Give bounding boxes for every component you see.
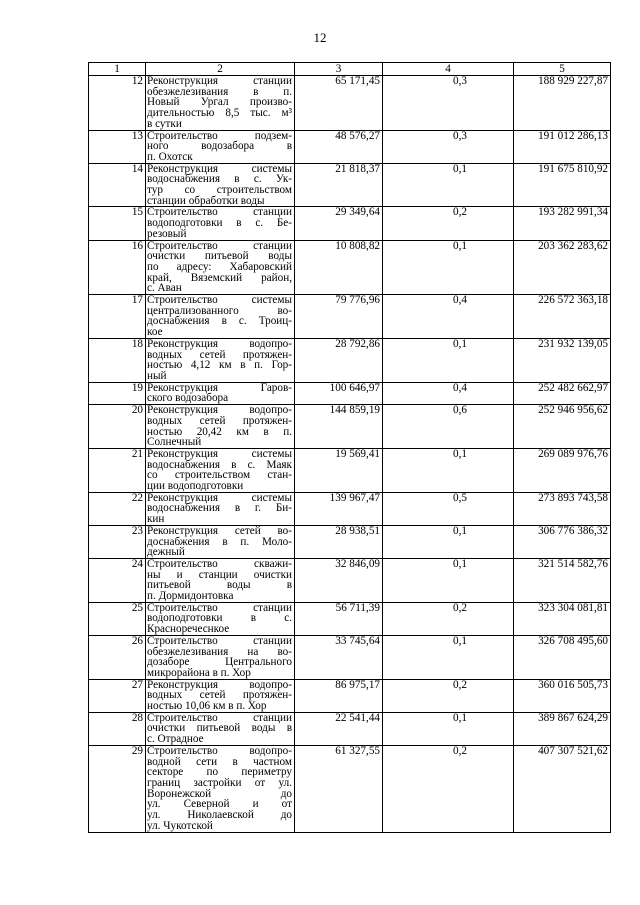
project-name bbox=[146, 525, 295, 558]
project-name bbox=[146, 130, 295, 163]
project-name-line: в сутки bbox=[147, 117, 182, 130]
table-row bbox=[89, 712, 611, 745]
row-number: 19 bbox=[89, 382, 146, 404]
project-name bbox=[146, 679, 295, 712]
project-name-line: Строительство станции bbox=[147, 634, 292, 647]
project-name-line: ностью 20,42 км в п. bbox=[147, 425, 292, 438]
project-value: 28 792,86 bbox=[295, 338, 383, 382]
project-name-line: Строительство подзем- bbox=[147, 129, 292, 142]
project-name-line: Реконструкция водопро- bbox=[147, 404, 292, 417]
project-name-line: очистки питьевой воды bbox=[147, 250, 292, 263]
project-name bbox=[146, 382, 295, 404]
project-name-line: по адресу: Хабаровский bbox=[147, 260, 292, 273]
project-value: 86 975,17 bbox=[295, 679, 383, 712]
project-value: 32 846,09 bbox=[295, 558, 383, 602]
project-name-line: Реконструкция Гаров- bbox=[147, 381, 292, 394]
project-name bbox=[146, 712, 295, 745]
project-name-line: Строительство станции bbox=[147, 206, 292, 219]
table-row bbox=[89, 635, 611, 679]
project-name-line: водоподготовки в с. Бе- bbox=[147, 217, 292, 230]
table-row bbox=[89, 558, 611, 602]
project-name-line: ного водозабора в bbox=[147, 140, 292, 153]
row-number: 21 bbox=[89, 448, 146, 492]
cumulative-total: 231 932 139,05 bbox=[514, 338, 611, 382]
project-name bbox=[146, 405, 295, 449]
project-name-line: доснабжения в с. Троиц- bbox=[147, 315, 292, 328]
cumulative-total: 360 016 505,73 bbox=[514, 679, 611, 712]
cumulative-total: 226 572 363,18 bbox=[514, 295, 611, 339]
project-value: 144 859,19 bbox=[295, 405, 383, 449]
project-value: 56 711,39 bbox=[295, 602, 383, 635]
page-number: 12 bbox=[313, 30, 327, 45]
project-name-line: Реконструкция водопро- bbox=[147, 337, 292, 350]
project-value: 48 576,27 bbox=[295, 130, 383, 163]
column-header: 2 bbox=[146, 63, 295, 76]
project-value: 21 818,37 bbox=[295, 163, 383, 207]
table-row bbox=[89, 382, 611, 404]
cumulative-total: 252 482 662,97 bbox=[514, 382, 611, 404]
row-number: 29 bbox=[89, 745, 146, 832]
project-name-line: п. Охотск bbox=[147, 150, 193, 163]
row-number: 15 bbox=[89, 207, 146, 240]
project-name-line: ул. Чукотской bbox=[147, 819, 213, 832]
cumulative-total: 323 304 081,81 bbox=[514, 602, 611, 635]
project-name-line: ный bbox=[147, 369, 167, 382]
project-name-line: с. Аван bbox=[147, 282, 182, 295]
project-coefficient: 0,2 bbox=[383, 679, 514, 712]
cumulative-total: 273 893 743,58 bbox=[514, 492, 611, 525]
project-coefficient: 0,2 bbox=[383, 602, 514, 635]
projects-table bbox=[88, 62, 611, 833]
project-name-line: границ застройки от ул. bbox=[147, 777, 292, 789]
table-row bbox=[89, 602, 611, 635]
project-name-line: ностью 10,06 км в п. Хор bbox=[147, 700, 267, 713]
cumulative-total: 188 929 227,87 bbox=[514, 76, 611, 131]
project-coefficient: 0,1 bbox=[383, 712, 514, 745]
project-name-line: п. Дормидонтовка bbox=[147, 590, 234, 603]
table-row bbox=[89, 207, 611, 240]
project-name-line: Строительство станции bbox=[147, 239, 292, 252]
project-name-line: ностью 4,12 км в п. Гор- bbox=[147, 359, 292, 372]
project-name-line: кое bbox=[147, 326, 163, 339]
table-row bbox=[89, 525, 611, 558]
cumulative-total: 321 514 582,76 bbox=[514, 558, 611, 602]
project-name bbox=[146, 240, 295, 295]
project-name bbox=[146, 558, 295, 602]
project-name bbox=[146, 295, 295, 339]
column-header: 3 bbox=[295, 63, 383, 76]
row-number: 14 bbox=[89, 163, 146, 207]
project-name-line: Реконструкция станции bbox=[147, 75, 292, 87]
table-row bbox=[89, 240, 611, 295]
project-name-line: дозаборе Центрального bbox=[147, 656, 292, 669]
table-row bbox=[89, 679, 611, 712]
table-row bbox=[89, 448, 611, 492]
row-number: 20 bbox=[89, 405, 146, 449]
project-value: 10 808,82 bbox=[295, 240, 383, 295]
project-name bbox=[146, 338, 295, 382]
project-name-line: ул. Северной и от bbox=[147, 798, 292, 811]
project-name bbox=[146, 635, 295, 679]
project-name-line: доснабжения в п. Моло- bbox=[147, 535, 292, 548]
cumulative-total: 326 708 495,60 bbox=[514, 635, 611, 679]
project-name-line: кин bbox=[147, 513, 165, 526]
project-name-line: водных сетей протяжен- bbox=[147, 348, 292, 361]
project-name-line: Воронежской до bbox=[147, 787, 292, 800]
project-name bbox=[146, 492, 295, 525]
project-name-line: ции водоподготовки bbox=[147, 480, 244, 493]
project-name-line: Реконструкция системы bbox=[147, 447, 292, 460]
project-coefficient: 0,1 bbox=[383, 635, 514, 679]
project-name bbox=[146, 76, 295, 131]
row-number: 28 bbox=[89, 712, 146, 745]
cumulative-total: 203 362 283,62 bbox=[514, 240, 611, 295]
project-coefficient: 0,1 bbox=[383, 448, 514, 492]
project-value: 22 541,44 bbox=[295, 712, 383, 745]
table-row bbox=[89, 163, 611, 207]
project-value: 33 745,64 bbox=[295, 635, 383, 679]
row-number: 12 bbox=[89, 76, 146, 131]
row-number: 24 bbox=[89, 558, 146, 602]
project-name-line: Строительство скважи- bbox=[147, 557, 292, 570]
project-value: 61 327,55 bbox=[295, 745, 383, 832]
project-coefficient: 0,1 bbox=[383, 163, 514, 207]
cumulative-total: 407 307 521,62 bbox=[514, 745, 611, 832]
project-coefficient: 0,3 bbox=[383, 130, 514, 163]
project-name-line: Строительство системы bbox=[147, 294, 292, 307]
project-value: 100 646,97 bbox=[295, 382, 383, 404]
table-row bbox=[89, 405, 611, 449]
project-coefficient: 0,6 bbox=[383, 405, 514, 449]
project-name-line: Красноречеснкое bbox=[147, 623, 230, 636]
project-name bbox=[146, 163, 295, 207]
project-coefficient: 0,1 bbox=[383, 558, 514, 602]
project-name-line: Новый Ургал произво- bbox=[147, 96, 292, 109]
project-value: 79 776,96 bbox=[295, 295, 383, 339]
project-coefficient: 0,2 bbox=[383, 745, 514, 832]
project-name-line: водной сети в частном bbox=[147, 755, 292, 768]
cumulative-total: 252 946 956,62 bbox=[514, 405, 611, 449]
row-number: 17 bbox=[89, 295, 146, 339]
project-name-line: обезжелезивания в п. bbox=[147, 85, 292, 98]
project-name-line: Реконструкция сетей во- bbox=[147, 524, 292, 537]
row-number: 18 bbox=[89, 338, 146, 382]
project-name-line: микрорайона в п. Хор bbox=[147, 666, 251, 679]
table-row bbox=[89, 338, 611, 382]
project-value: 139 967,47 bbox=[295, 492, 383, 525]
row-number: 27 bbox=[89, 679, 146, 712]
project-name-line: водных сетей протяжен- bbox=[147, 689, 292, 702]
project-name-line: Строительство водопро- bbox=[147, 744, 292, 757]
project-name-line: водных сетей протяжен- bbox=[147, 414, 292, 427]
project-coefficient: 0,1 bbox=[383, 240, 514, 295]
project-name bbox=[146, 448, 295, 492]
project-name-line: очистки питьевой воды в bbox=[147, 722, 292, 735]
table-row bbox=[89, 492, 611, 525]
project-name-line: Солнечный bbox=[147, 436, 202, 449]
cumulative-total: 193 282 991,34 bbox=[514, 207, 611, 240]
project-coefficient: 0,4 bbox=[383, 295, 514, 339]
project-value: 29 349,64 bbox=[295, 207, 383, 240]
project-name-line: резовый bbox=[147, 227, 187, 240]
project-name-line: водоснабжения в с. Маяк bbox=[147, 458, 292, 471]
project-coefficient: 0,3 bbox=[383, 76, 514, 131]
project-name-line: ского водозабора bbox=[147, 392, 229, 405]
project-name bbox=[146, 207, 295, 240]
cumulative-total: 389 867 624,29 bbox=[514, 712, 611, 745]
project-name-line: тур со строительством bbox=[147, 184, 292, 197]
column-header: 1 bbox=[89, 63, 146, 76]
project-name-line: край, Вяземский район, bbox=[147, 271, 292, 284]
project-name-line: Строительство станции bbox=[147, 711, 292, 724]
cumulative-total: 191 675 810,92 bbox=[514, 163, 611, 207]
row-number: 25 bbox=[89, 602, 146, 635]
cumulative-total: 269 089 976,76 bbox=[514, 448, 611, 492]
table-body bbox=[89, 76, 611, 833]
project-name-line: ны и станции очистки bbox=[147, 568, 292, 581]
project-name-line: станции обработки воды bbox=[147, 194, 265, 207]
project-name-line: централизованного во- bbox=[147, 304, 292, 317]
table-row bbox=[89, 745, 611, 832]
project-value: 19 569,41 bbox=[295, 448, 383, 492]
project-name-line: Реконструкция системы bbox=[147, 491, 292, 504]
row-number: 22 bbox=[89, 492, 146, 525]
row-number: 16 bbox=[89, 240, 146, 295]
project-name bbox=[146, 602, 295, 635]
project-name-line: секторе по периметру bbox=[147, 766, 292, 779]
project-name-line: с. Отрадное bbox=[147, 733, 204, 746]
project-coefficient: 0,2 bbox=[383, 207, 514, 240]
project-name-line: со строительством стан- bbox=[147, 469, 292, 482]
project-coefficient: 0,1 bbox=[383, 525, 514, 558]
project-name-line: ул. Николаевской до bbox=[147, 809, 292, 822]
row-number: 23 bbox=[89, 525, 146, 558]
row-number: 26 bbox=[89, 635, 146, 679]
project-name-line: Реконструкция водопро- bbox=[147, 678, 292, 691]
project-name-line: Реконструкция системы bbox=[147, 162, 292, 175]
project-coefficient: 0,1 bbox=[383, 338, 514, 382]
project-name-line: дительностью 8,5 тыс. м³ bbox=[147, 107, 292, 120]
project-value: 65 171,45 bbox=[295, 76, 383, 131]
table-row bbox=[89, 295, 611, 339]
project-name bbox=[146, 745, 295, 832]
project-value: 28 938,51 bbox=[295, 525, 383, 558]
project-name-line: дежный bbox=[147, 546, 185, 559]
project-coefficient: 0,5 bbox=[383, 492, 514, 525]
cumulative-total: 191 012 286,13 bbox=[514, 130, 611, 163]
project-coefficient: 0,4 bbox=[383, 382, 514, 404]
project-name-line: Строительство станции bbox=[147, 601, 292, 614]
cumulative-total: 306 776 386,32 bbox=[514, 525, 611, 558]
project-name-line: обезжелезивания на во- bbox=[147, 645, 292, 658]
project-name-line: водоснабжения в г. Би- bbox=[147, 502, 292, 515]
column-header: 4 bbox=[383, 63, 514, 76]
project-name-line: питьевой воды в bbox=[147, 579, 292, 592]
table-row bbox=[89, 76, 611, 131]
table-header-row bbox=[89, 63, 611, 76]
table-row bbox=[89, 130, 611, 163]
project-name-line: водоснабжения в с. Ук- bbox=[147, 173, 292, 186]
project-name-line: водоподготовки в с. bbox=[147, 612, 292, 625]
row-number: 13 bbox=[89, 130, 146, 163]
column-header: 5 bbox=[514, 63, 611, 76]
